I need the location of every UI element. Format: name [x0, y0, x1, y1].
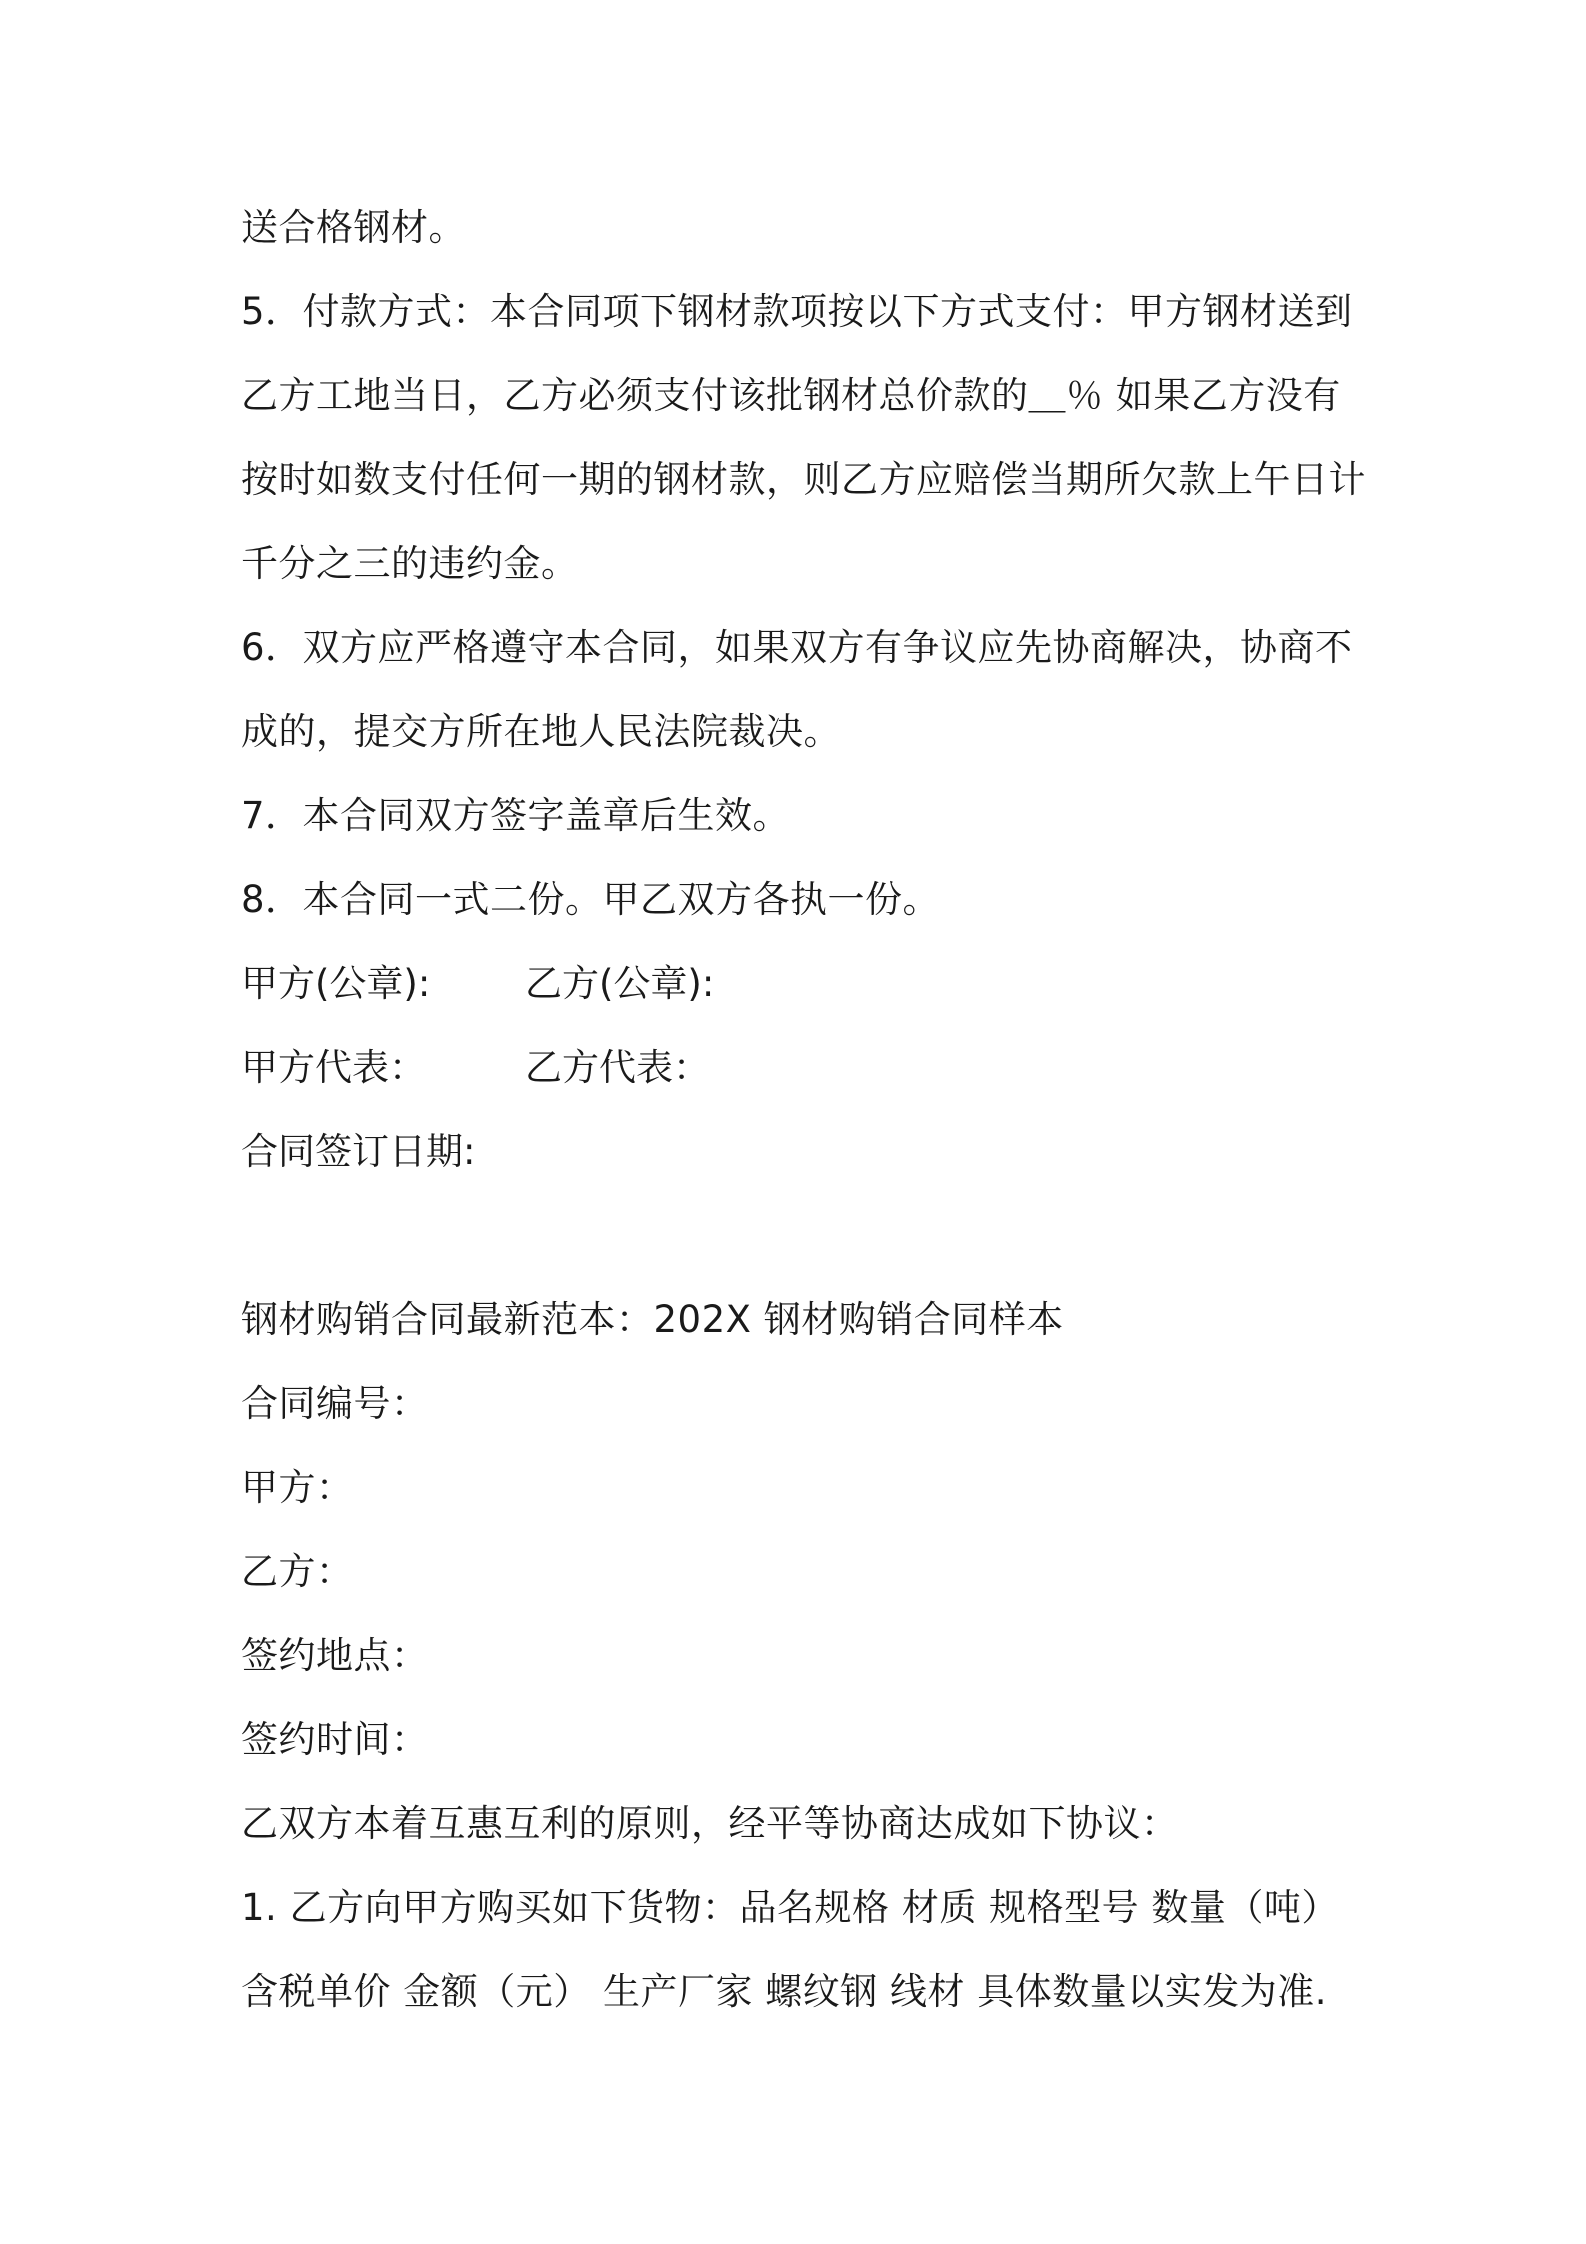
signing-place-label: 签约地点： [241, 1634, 429, 1677]
copies-clause-line: 8．本合同一式二份。甲乙双方各执一份。 [241, 878, 941, 921]
payment-clause-line: 乙方工地当日，乙方必须支付该批钢材总价款的＿％ 如果乙方没有 [241, 374, 1341, 417]
goods-clause-line: 1. 乙方向甲方购买如下货物：品名规格 材质 规格型号 数量（吨） [241, 1886, 1339, 1929]
paragraph-line: 送合格钢材。 [241, 206, 466, 249]
payment-clause-line: 5．付款方式：本合同项下钢材款项按以下方式支付：甲方钢材送到 [241, 290, 1353, 333]
payment-clause-line: 千分之三的违约金。 [241, 542, 579, 585]
dispute-clause-line: 6．双方应严格遵守本合同，如果双方有争议应先协商解决，协商不 [241, 626, 1353, 669]
party-b-seal-label: 乙方(公章): [525, 962, 715, 1005]
contract-number-label: 合同编号： [241, 1382, 429, 1425]
preamble-line: 乙双方本着互惠互利的原则，经平等协商达成如下协议： [241, 1802, 1179, 1845]
party-a-label: 甲方： [241, 1466, 354, 1509]
sign-date-label: 合同签订日期: [241, 1130, 476, 1173]
party-a-seal-label: 甲方(公章): [241, 962, 431, 1005]
section-title: 钢材购销合同最新范本：202X 钢材购销合同样本 [241, 1298, 1064, 1341]
dispute-clause-line: 成的，提交方所在地人民法院裁决。 [241, 710, 841, 753]
party-b-rep-label: 乙方代表： [525, 1046, 710, 1089]
party-b-label: 乙方： [241, 1550, 354, 1593]
goods-clause-line: 含税单价 金额（元） 生产厂家 螺纹钢 线材 具体数量以实发为准. [241, 1970, 1328, 2013]
effect-clause-line: 7．本合同双方签字盖章后生效。 [241, 794, 791, 837]
signing-time-label: 签约时间： [241, 1718, 429, 1761]
payment-clause-line: 按时如数支付任何一期的钢材款，则乙方应赔偿当期所欠款上午日计 [241, 458, 1366, 501]
party-a-rep-label: 甲方代表： [241, 1046, 426, 1089]
